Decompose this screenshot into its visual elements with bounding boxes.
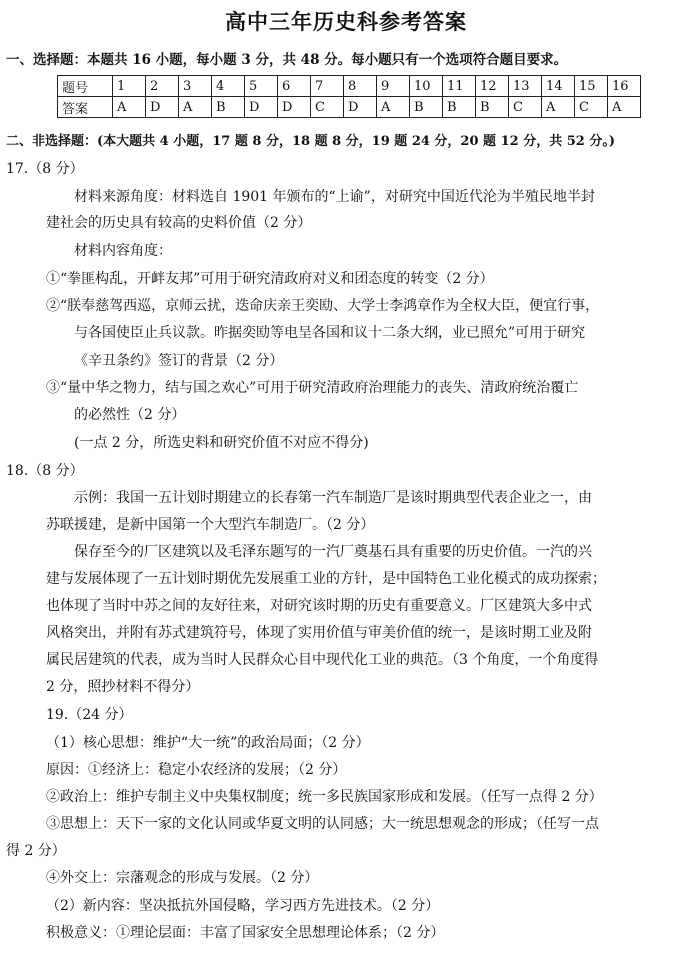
q17-para: ③“量中华之物力，结与国之欢心”可用于研究清政府治理能力的丧失、清政府统治覆亡 — [46, 380, 579, 396]
q18-para: 属民居建筑的代表，成为当时人民群众心目中现代化工业的典范。（3 个角度，一个角度得 — [46, 652, 599, 668]
question-number: 10 — [410, 76, 443, 97]
q17-para: 建社会的历史具有较高的史料价值（2 分） — [46, 215, 312, 231]
question-number: 2 — [146, 76, 179, 97]
question-number: 7 — [311, 76, 344, 97]
answer-cell: D — [344, 97, 377, 118]
q17-para: ②“朕奉慈驾西巡，京师云扰，迭命庆亲王奕劻、大学士李鸿章作为全权大臣，便宜行事， — [46, 298, 600, 314]
answer-cell: A — [377, 97, 410, 118]
question-number: 14 — [542, 76, 575, 97]
q17-note: (一点 2 分，所选史料和研究价值不对应不得分) — [74, 435, 369, 451]
table-row — [58, 76, 641, 97]
q19-para: （1）核心思想：维护“大一统”的政治局面；（2 分） — [46, 735, 370, 751]
answer-table — [57, 75, 641, 118]
answer-cell: B — [443, 97, 476, 118]
q18-para: 风格突出，并附有苏式建筑符号，体现了实用价值与审美价值的统一，是该时期工业及附 — [46, 625, 592, 641]
answer-cell: C — [575, 97, 608, 118]
section-1-heading: 一、选择题：本题共 16 小题，每小题 3 分，共 48 分。每小题只有一个选项符合题目要求。 — [6, 52, 568, 68]
answer-cell: A — [113, 97, 146, 118]
q19-para: 原因：①经济上：稳定小农经济的发展；（2 分） — [46, 762, 347, 778]
question-number: 5 — [245, 76, 278, 97]
row-label-numbers: 题号 — [58, 76, 113, 97]
answer-cell: C — [311, 97, 344, 118]
q18-para: 2 分，照抄材料不得分） — [46, 679, 200, 695]
q19-para: （2）新内容：坚决抵抗外国侵略，学习西方先进技术。（2 分） — [46, 898, 440, 914]
q18-para: 苏联援建，是新中国第一个大型汽车制造厂。（2 分） — [46, 517, 375, 533]
question-number: 4 — [212, 76, 245, 97]
row-label-answers: 答案 — [58, 97, 113, 118]
q17-para: 材料来源角度：材料选自 1901 年颁布的“上谕”，对研究中国近代沦为半殖民地半封 — [74, 189, 595, 205]
q18-para: 保存至今的厂区建筑以及毛泽东题写的一汽厂奠基石具有重要的历史价值。一汽的兴 — [74, 544, 592, 560]
question-number: 16 — [608, 76, 641, 97]
q18-para: 建与发展体现了一五计划时期优先发展重工业的方针，是中国特色工业化模式的成功探索； — [46, 571, 606, 587]
answer-cell: A — [179, 97, 212, 118]
q19-para: ④外交上：宗藩观念的形成与发展。（2 分） — [46, 870, 319, 886]
question-number: 13 — [509, 76, 542, 97]
question-number: 9 — [377, 76, 410, 97]
q17-para: 《辛丑条约》签订的背景（2 分） — [74, 353, 284, 369]
question-number: 6 — [278, 76, 311, 97]
question-number: 3 — [179, 76, 212, 97]
question-number: 1 — [113, 76, 146, 97]
section-2-heading: 二、非选择题：(本大题共 4 小题，17 题 8 分，18 题 8 分，19 题 24 分，20 题 12 分，共 52 分。) — [6, 134, 615, 149]
question-number: 12 — [476, 76, 509, 97]
q19-heading: 19.（24 分） — [46, 707, 133, 723]
table-row — [58, 97, 641, 118]
q19-para: ②政治上：维护专制主义中央集权制度；统一多民族国家形成和发展。（任写一点得 2 分） — [46, 789, 603, 805]
answer-cell: B — [476, 97, 509, 118]
q17-heading: 17.（8 分） — [6, 161, 84, 177]
answer-cell: D — [146, 97, 179, 118]
q18-para: 也体现了当时中苏之间的友好往来，对研究该时期的历史有重要意义。厂区建筑大多中式 — [46, 598, 592, 614]
answer-cell: B — [212, 97, 245, 118]
q17-para: 的必然性（2 分） — [74, 407, 186, 423]
answer-cell: D — [278, 97, 311, 118]
q19-para: 积极意义：①理论层面：丰富了国家安全思想理论体系；（2 分） — [46, 925, 445, 941]
q17-para: ①“拳匪构乱，开衅友邦”可用于研究清政府对义和团态度的转变（2 分） — [46, 271, 494, 287]
answer-cell: D — [245, 97, 278, 118]
answer-cell: C — [509, 97, 542, 118]
answer-cell: A — [608, 97, 641, 118]
q17-para: 与各国使臣止兵议款。昨据奕劻等电呈各国和议十二条大纲，业已照允”可用于研究 — [74, 325, 586, 341]
answer-cell: A — [542, 97, 575, 118]
q17-para: 材料内容角度： — [74, 243, 172, 259]
question-number: 8 — [344, 76, 377, 97]
question-number: 11 — [443, 76, 476, 97]
q19-para: ③思想上：天下一家的文化认同或华夏文明的认同感；大一统思想观念的形成；（任写一点 — [46, 816, 599, 832]
q18-para: 示例：我国一五计划时期建立的长春第一汽车制造厂是该时期典型代表企业之一，由 — [74, 490, 592, 506]
q19-para: 得 2 分） — [6, 843, 66, 859]
answer-cell: B — [410, 97, 443, 118]
question-number: 15 — [575, 76, 608, 97]
page-title: 高中三年历史科参考答案 — [225, 9, 467, 34]
q18-heading: 18.（8 分） — [6, 463, 84, 479]
